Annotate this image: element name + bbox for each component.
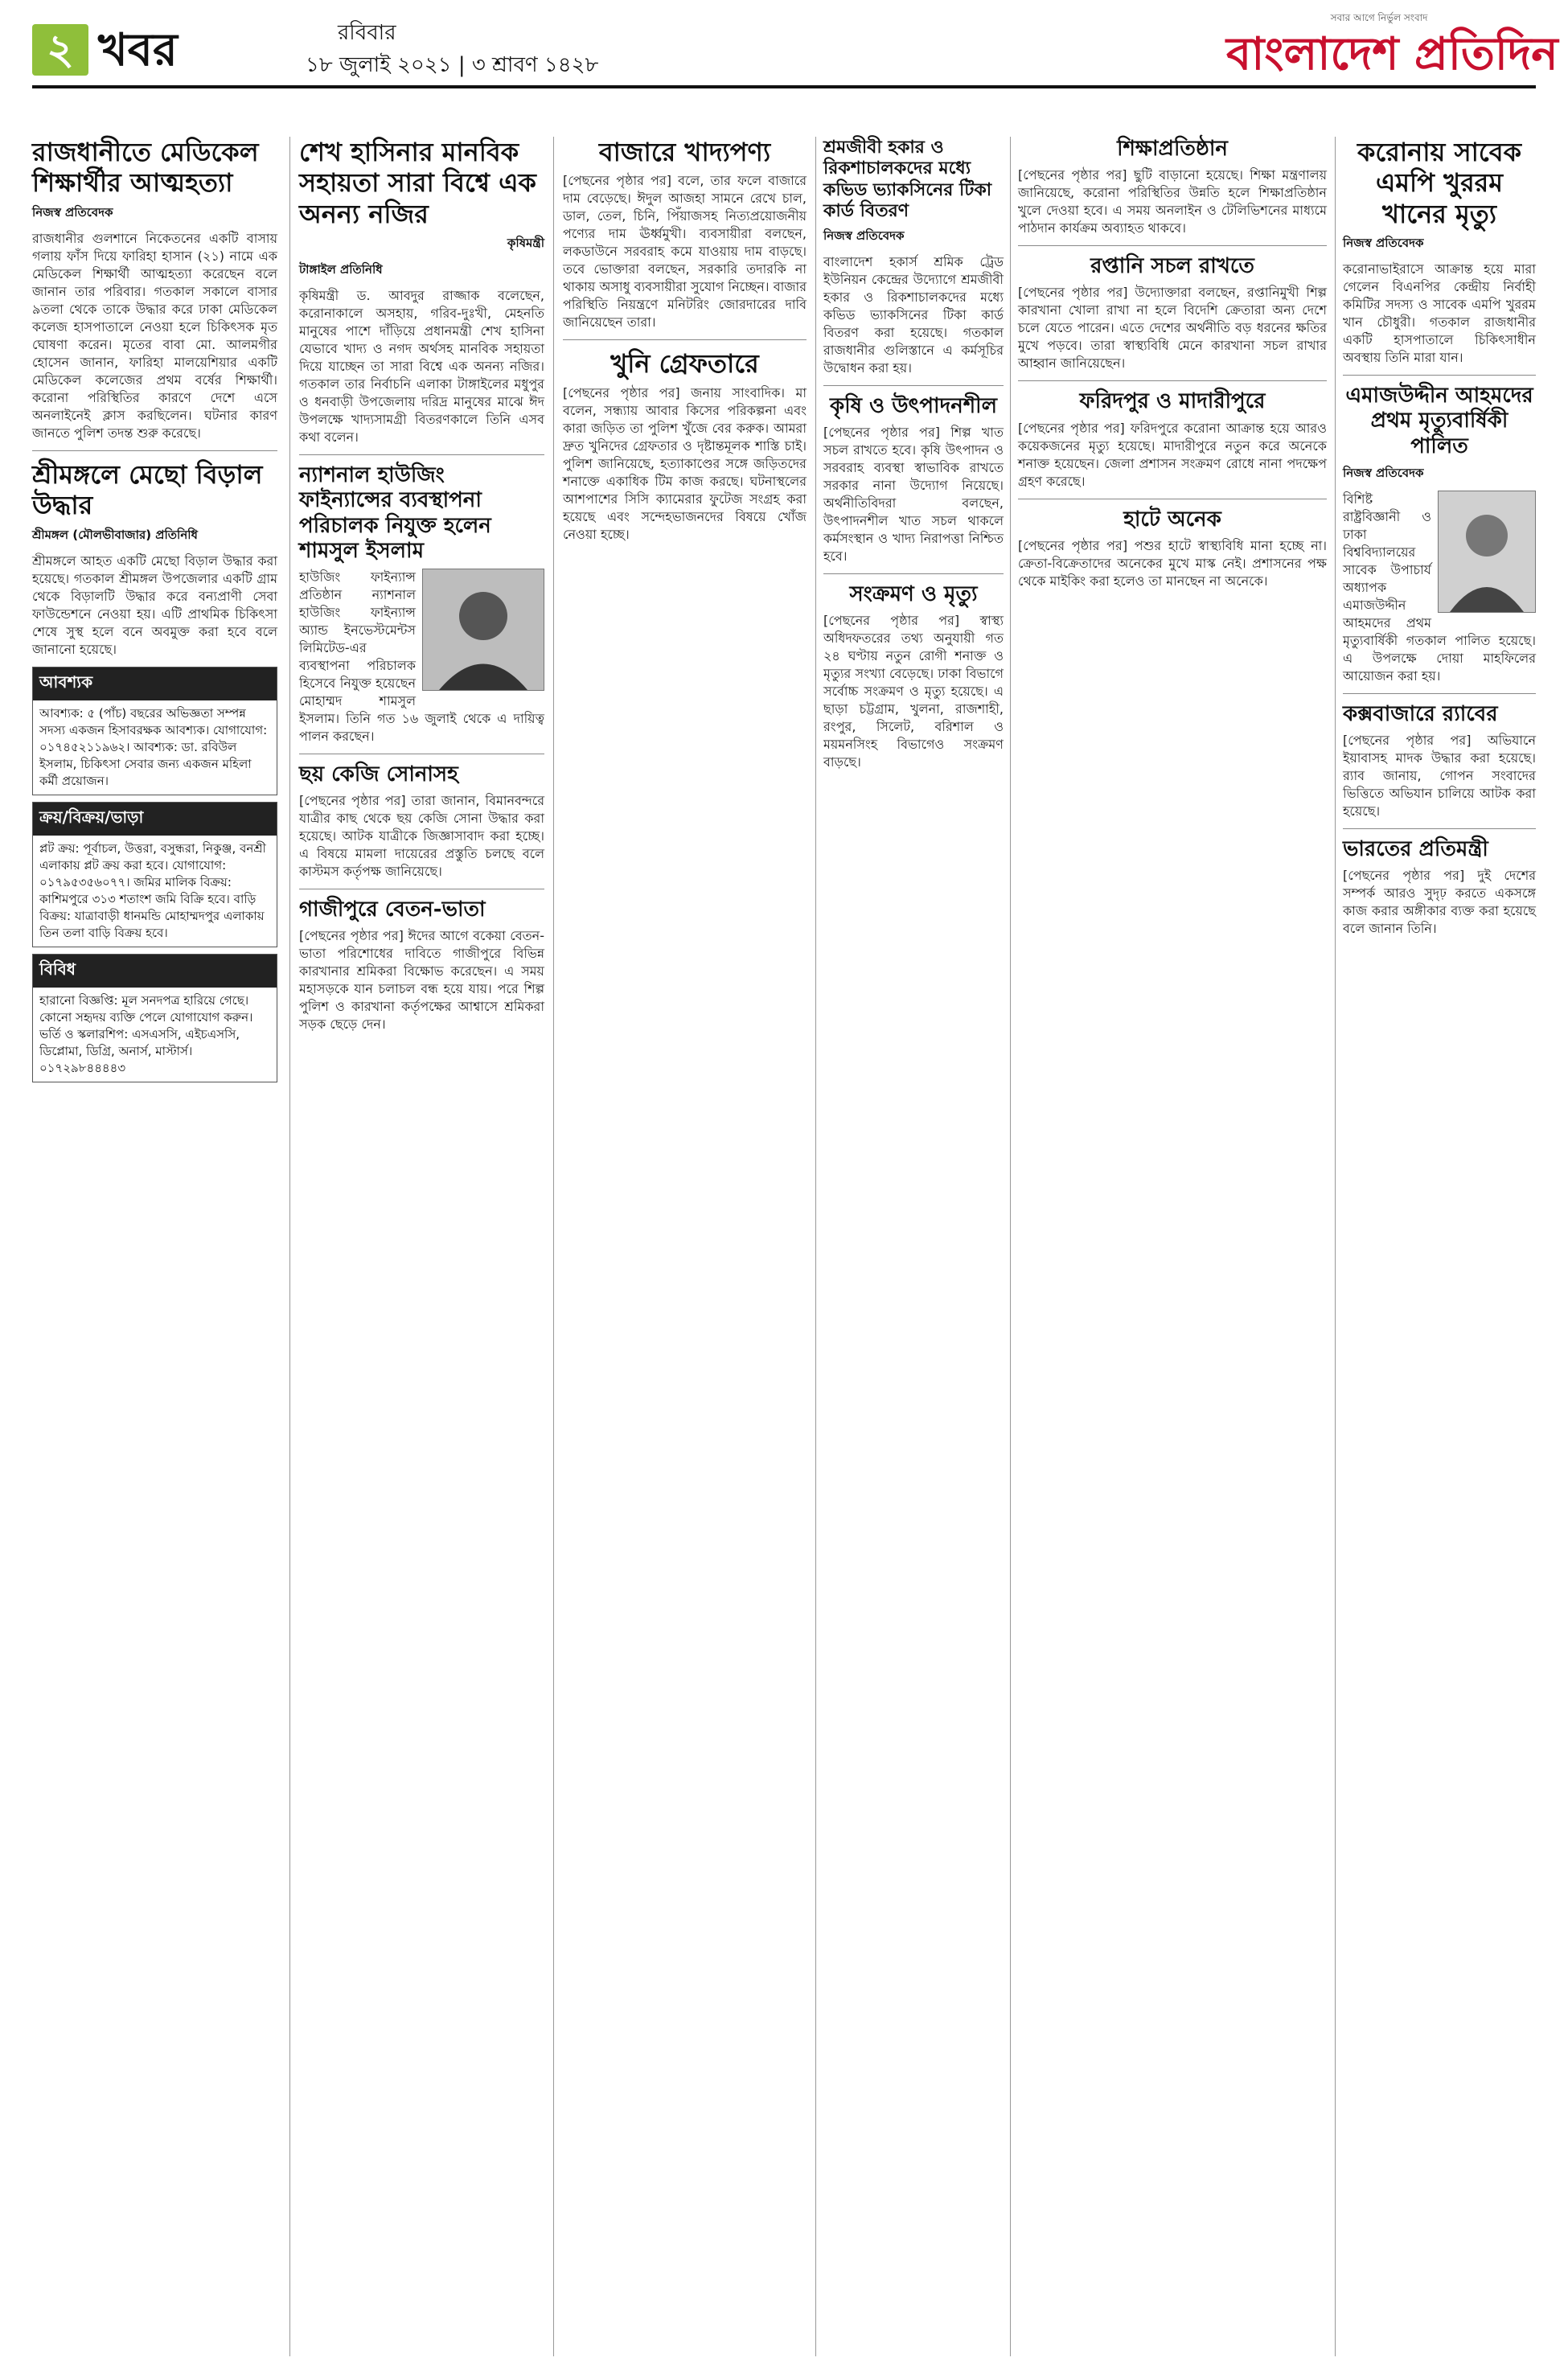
column-5 [1018,137,1327,598]
article-body: বিশিষ্ট রাষ্ট্রবিজ্ঞানী ও ঢাকা বিশ্ববিদ্যালয়ের সাবেক উপাচার্য অধ্যাপক এমাজউদ্দীন আহমদের প্রথম মৃত্যুবার্ষিকী গতকাল পালিত হয়েছে। এ উপলক্ষে দোয়া মাহফিলের আয়োজন করা হয়। [1343,491,1536,684]
article-body: [পেছনের পৃষ্ঠার পর] স্বাস্থ্য অধিদফতরের তথ্য অনুযায়ী গত ২৪ ঘণ্টায় নতুন রোগী শনাক্ত ও মৃত্যুর সংখ্যা বেড়েছে। ঢাকা বিভাগে সর্বোচ্চ সংক্রমণ ও মৃত্যু হয়েছে। এ ছাড়া চট্টগ্রাম, খুলনা, রাজশাহী, রংপুর, সিলেট, বরিশাল ও ময়মনসিংহ বিভাগেও সংক্রমণ বাড়ছে। [823,612,1004,770]
newspaper-logo [1226,11,1558,80]
divider [1343,375,1536,376]
divider [1018,380,1327,381]
issue-date: ১৮ জুলাই ২০২১ | ৩ শ্রাবণ ১৪২৮ [306,53,599,77]
article [823,394,1004,565]
section-name: খবর [98,23,178,76]
person-icon [423,569,544,690]
article-body: [পেছনের পৃষ্ঠার পর] ঈদের আগে বকেয়া বেতন-ভাতা পরিশোধের দাবিতে গাজীপুরে বিভিন্ন কারখানার শ্রমিকরা বিক্ষোভ করেছেন। এ সময় মহাসড়কে যান চলাচল বন্ধ হয়ে যায়। পরে শিল্প পুলিশ ও কারখানা কর্তৃপক্ষের আশ্বাসে শ্রমিকরা সড়ক ছেড়ে দেন। [299,928,544,1033]
article [299,897,544,1033]
byline-speaker: কৃষিমন্ত্রী [507,236,544,251]
headline: রাজধানীতে মেডিকেল শিক্ষার্থীর আত্মহত্যা [32,137,259,199]
article-body: [পেছনের পৃষ্ঠার পর] দুই দেশের সম্পর্ক আরও সুদৃঢ় করতে একসঙ্গে কাজ করার অঙ্গীকার ব্যক্ত করা হয়েছে বলে জানান তিনি। [1343,868,1536,937]
classified-title: বিবিধ [33,955,277,988]
logo-tagline: সবার আগে নির্ভুল সংবাদ [1330,12,1428,23]
column-rule [1010,137,1011,2356]
column-rule [289,137,290,2356]
article [299,463,544,745]
portrait-photo [1438,491,1536,613]
article-body: বাংলাদেশ হকার্স শ্রমিক ট্রেড ইউনিয়ন কেন্দ্রের উদ্যোগে শ্রমজীবী হকার ও রিকশাচালকদের মধ্যে কভিড ভ্যাকসিনের টিকা কার্ড বিতরণ করা হয়েছে। গতকাল রাজধানীর গুলিস্তানে এ কর্মসূচির উদ্বোধন করা হয়। [823,253,1004,376]
divider [1343,693,1536,694]
headline: কক্সবাজারে র‍্যাবের [1343,701,1498,726]
classified-text: প্লট ক্রয়: পূর্বাচল, উত্তরা, বসুন্ধরা, নিকুঞ্জ, বনশ্রী এলাকায় প্লট ক্রয় করা হবে। যোগাযোগ: ০১৭৯৫৩৫৬০৭৭। জমির মালিক বিক্রয়: কাশিমপুরে ৩১৩ শতাংশ জমি বিক্রি হবে। বাড়ি বিক্রয়: যাত্রাবাড়ী ধানমন্ডি মোহাম্মদপুর এলাকায় তিন তলা বাড়ি বিক্রয় হবে। [39,840,266,940]
column-1 [32,137,277,1089]
divider [1018,245,1327,246]
headline: গাজীপুরে বেতন-ভাতা [299,897,486,922]
column-4 [823,137,1004,779]
logo-text: বাংলাদেশ প্রতিদিন [1226,27,1558,80]
headline: ন্যাশনাল হাউজিং ফাইন্যান্সের ব্যবস্থাপনা পরিচালক নিযুক্ত হলেন শামসুল ইসলাম [299,463,491,563]
article [1343,137,1536,367]
article-body: [পেছনের পৃষ্ঠার পর] উদ্যোক্তারা বলছেন, রপ্তানিমুখী শিল্প কারখানা খোলা রাখা না হলে বিদেশি ক্রেতারা অন্য দেশে চলে যেতে পারেন। এতে দেশের অর্থনীতি বড় ধরনের ক্ষতির মুখে পড়বে। তারা স্বাস্থ্যবিধি মেনে কারখানা সচল রাখার আহ্বান জানিয়েছেন। [1018,285,1327,372]
article [1018,507,1327,590]
article [1018,389,1327,490]
page-number: ২ [32,24,88,76]
article [32,137,277,442]
divider [1343,828,1536,829]
article-body: [পেছনের পৃষ্ঠার পর] জনায় সাংবাদিক। মা বলেন, সন্ধ্যায় আবার কিসের পরিকল্পনা এবং কারা জড়িত তা পুলিশ খুঁজে বের করুক। আমরা দ্রুত খুনিদের গ্রেফতার ও দৃষ্টান্তমূলক শাস্তি চাই। পুলিশ জানিয়েছে, হত্যাকাণ্ডের সঙ্গে জড়িতদের শনাক্তে একাধিক টিম কাজ করছে। ঘটনাস্থলের আশপাশের সিসি ক্যামেরার ফুটেজ সংগ্রহ করা হয়েছে এবং সন্দেহভাজনদের বিষয়ে খোঁজ নেওয়া হচ্ছে। [563,384,807,542]
headline: এমাজউদ্দীন আহমদের প্রথম মৃত্যুবার্ষিকী পালিত [1345,384,1533,458]
article-body: [পেছনের পৃষ্ঠার পর] তারা জানান, বিমানবন্দরে যাত্রীর কাছ থেকে ছয় কেজি সোনা উদ্ধার করা হয়েছে। আটক যাত্রীকে জিজ্ঞাসাবাদ করা হচ্ছে। এ বিষয়ে মামলা দায়েরের প্রস্তুতি চলছে বলে কাস্টমস কর্তৃপক্ষ জানিয়েছে। [299,793,544,880]
portrait-photo [422,569,544,691]
article [32,459,277,659]
article-body: শ্রীমঙ্গলে আহত একটি মেছো বিড়াল উদ্ধার করা হয়েছে। গতকাল শ্রীমঙ্গল উপজেলার একটি গ্রাম থেকে বিড়ালটি উদ্ধার করে বন্যপ্রাণী সেবা ফাউন্ডেশনে নেওয়া হয়। এটি প্রাথমিক চিকিৎসা শেষে সুস্থ হলে বনে অবমুক্ত করা হবে বলে জানানো হয়েছে। [32,552,277,657]
article-body: [পেছনের পৃষ্ঠার পর] ছুটি বাড়ানো হয়েছে। শিক্ষা মন্ত্রণালয় জানিয়েছে, করোনা পরিস্থিতির উন্নতি হলে শিক্ষাপ্রতিষ্ঠান খুলে দেওয়া হবে। এ সময় অনলাইন ও টেলিভিশনের মাধ্যমে পাঠদান কার্যক্রম অব্যাহত থাকবে। [1018,167,1327,236]
article-body: করোনাভাইরাসে আক্রান্ত হয়ে মারা গেলেন বিএনপির কেন্দ্রীয় নির্বাহী কমিটির সদস্য ও সাবেক এমপি খুররম খান চৌধুরী। গতকাল রাজধানীর একটি হাসপাতালে চিকিৎসাধীন অবস্থায় তিনি মারা যান। [1343,261,1536,366]
masthead [0,0,1568,121]
divider [823,385,1004,386]
article-body: [পেছনের পৃষ্ঠার পর] পশুর হাটে স্বাস্থ্যবিধি মানা হচ্ছে না। ক্রেতা-বিক্রেতাদের অনেকের মুখে মাস্ক নেই। প্রশাসনের পক্ষ থেকে মাইকিং করা হলেও তা মানছেন না অনেকে। [1018,537,1327,589]
divider [32,450,277,451]
article-body: [পেছনের পৃষ্ঠার পর] ফরিদপুরে করোনা আক্রান্ত হয়ে আরও কয়েকজনের মৃত্যু হয়েছে। মাদারীপুরে নতুন করে অনেকে শনাক্ত হয়েছেন। জেলা প্রশাসন সংক্রমণ রোধে নানা পদক্ষেপ গ্রহণ করেছে। [1018,420,1327,489]
headline: বাজারে খাদ্যপণ্য [598,137,771,167]
article [563,137,807,331]
byline: নিজস্ব প্রতিবেদক [1343,465,1424,480]
article [1018,137,1327,237]
byline: নিজস্ব প্রতিবেদক [1343,236,1424,251]
byline: টাঙ্গাইল প্রতিনিধি [299,262,383,277]
headline: শিক্ষাপ্রতিষ্ঠান [1117,137,1228,161]
headline: কৃষি ও উৎপাদনশীল [830,393,997,418]
headline: হাটে অনেক [1123,507,1221,532]
byline: শ্রীমঙ্গল (মৌলভীবাজার) প্রতিনিধি [32,527,198,542]
classified-box [32,802,277,947]
article-body: [পেছনের পৃষ্ঠার পর] অভিযানে ইয়াবাসহ মাদক উদ্ধার করা হয়েছে। র‍্যাব জানায়, গোপন সংবাদের ভিত্তিতে অভিযান চালিয়ে আটক করা হয়েছে। [1343,732,1536,819]
article [1018,254,1327,372]
article-body: কৃষিমন্ত্রী ড. আবদুর রাজ্জাক বলেছেন, করোনাকালে অসহায়, গরিব-দুঃখী, মেহনতি মানুষের পাশে দাঁড়িয়ে প্রধানমন্ত্রী শেখ হাসিনা যেভাবে খাদ্য ও নগদ অর্থসহ মানবিক সহায়তা দিয়ে যাচ্ছেন তা সারা বিশ্বে এক অনন্য নজির। গতকাল তার নির্বাচনি এলাকা টাঙ্গাইলের মধুপুর ও ধনবাড়ী উপজেলায় দরিদ্র মানুষের মাঝে ঈদ উপলক্ষে খাদ্যসামগ্রী বিতরণকালে তিনি এসব কথা বলেন। [299,288,544,446]
article-body: রাজধানীর গুলশানে নিকেতনের একটি বাসায় গলায় ফাঁস দিয়ে ফারিহা হাসান (২১) নামে এক মেডিকেল শিক্ষার্থী আত্মহত্যা করেছেন বলে জানান তার পরিবার। গতকাল সকালে বাসার ৯তলা থেকে তাকে উদ্ধার করে ঢাকা মেডিকেল কলেজ হাসপাতালে নেওয়া হলে চিকিৎসক মৃত ঘোষণা করেন। মৃতের বাবা মো. আলমগীর হোসেন জানান, ফারিহা মালয়েশিয়ার একটি মেডিকেল কলেজের প্রথম বর্ষের শিক্ষার্থী। করোনা পরিস্থিতির কারণে দেশে এসে অনলাইনেই ক্লাস করছিলেন। ঘটনার কারণ জানতে পুলিশ তদন্ত শুরু করেছে। [32,230,277,441]
article-body: [পেছনের পৃষ্ঠার পর] বলে, তার ফলে বাজারে দাম বেড়েছে। ঈদুল আজহা সামনে রেখে চাল, ডাল, তেল, চিনি, পিঁয়াজসহ নিত্যপ্রয়োজনীয় পণ্যের দাম ঊর্ধ্বমুখী। ব্যবসায়ীরা বলছেন, লকডাউনে সরবরাহ কমে যাওয়ায় দাম বাড়ছে। তবে ভোক্তারা বলছেন, সরকারি তদারকি না থাকায় অসাধু ব্যবসায়ীরা সুযোগ নিচ্ছেন। বাজার পরিস্থিতি নিয়ন্ত্রণে মনিটরিং জোরদারের দাবি জানিয়েছেন তারা। [563,173,807,331]
column-2 [299,137,544,1041]
headline: ফরিদপুর ও মাদারীপুরে [1079,389,1266,414]
headline: ছয় কেজি সোনাসহ [299,762,458,787]
headline: শ্রমজীবী হকার ও রিকশাচালকদের মধ্যে কভিড ভ্যাকসিনের টিকা কার্ড বিতরণ [823,137,992,222]
classified-box [32,954,277,1082]
headline: রপ্তানি সচল রাখতে [1090,254,1254,279]
divider [823,573,1004,574]
column-3 [563,137,807,552]
article [299,137,544,446]
headline: শেখ হাসিনার মানবিক সহায়তা সারা বিশ্বে এক অনন্য নজির [299,137,536,229]
classified-title: আবশ্যক [33,667,277,700]
headline: করোনায় সাবেক এমপি খুররম খানের মৃত্যু [1357,137,1521,229]
classified-text: আবশ্যক: ৫ (পাঁচ) বছরের অভিজ্ঞতা সম্পন্ন সদস্য একজন হিসাবরক্ষক আবশ্যক। যোগাযোগ: ০১৭৪৫২১১৯৬২। আবশ্যক: ডা. রবিউল ইসলাম, চিকিৎসা সেবার জন্য একজন মহিলা কর্মী প্রয়োজন। [39,705,268,788]
byline: নিজস্ব প্রতিবেদক [32,204,113,220]
headline: শ্রীমঙ্গলে মেছো বিড়াল উদ্ধার [32,458,263,521]
column-6 [1343,137,1536,946]
byline: নিজস্ব প্রতিবেদক [823,228,905,243]
headline: খুনি গ্রেফতারে [610,348,759,380]
article [1343,702,1536,820]
column-rule [815,137,816,2356]
classified-text: হারানো বিজ্ঞপ্তি: মূল সনদপত্র হারিয়ে গেছে। কোনো সহৃদয় ব্যক্তি পেলে যোগাযোগ করুন। ভর্তি ও স্কলারশিপ: এসএসসি, এইচএসসি, ডিপ্লোমা, ডিগ্রি, অনার্স, মাস্টার্স। ০১৭২৯৮৪৪৪৪৩ [39,992,253,1075]
article [823,582,1004,771]
article-body: [পেছনের পৃষ্ঠার পর] শিল্প খাত সচল রাখতে হবে। কৃষি উৎপাদন ও সরবরাহ ব্যবস্থা স্বাভাবিক রাখতে সরকার নানা উদ্যোগ নিয়েছে। অর্থনীতিবিদরা বলছেন, উৎপাদনশীল খাত সচল থাকলে কর্মসংস্থান ও খাদ্য নিরাপত্তা নিশ্চিত হবে। [823,424,1004,564]
article [299,762,544,881]
issue-day: রবিবার [338,21,396,45]
article [563,348,807,543]
divider [563,339,807,340]
article-body: হাউজিং ফাইন্যান্স প্রতিষ্ঠান ন্যাশনাল হাউজিং ফাইন্যান্স অ্যান্ড ইনভেস্টমেন্টস লিমিটেড-এর ব্যবস্থাপনা পরিচালক হিসেবে নিযুক্ত হয়েছেন মোহাম্মদ শামসুল ইসলাম। তিনি গত ১৬ জুলাই থেকে এ দায়িত্ব পালন করছেন। [299,569,544,744]
column-rule [1335,137,1336,2356]
headline: ভারতের প্রতিমন্ত্রী [1343,836,1488,861]
column-rule [553,137,554,2356]
article [823,137,1004,377]
classified-box [32,667,277,795]
classified-title: ক্রয়/বিক্রয়/ভাড়া [33,803,277,836]
header-rule [32,85,1536,88]
divider [299,454,544,455]
person-icon [1439,491,1535,612]
article [1343,384,1536,685]
headline: সংক্রমণ ও মৃত্যু [849,581,978,606]
article [1343,837,1536,938]
